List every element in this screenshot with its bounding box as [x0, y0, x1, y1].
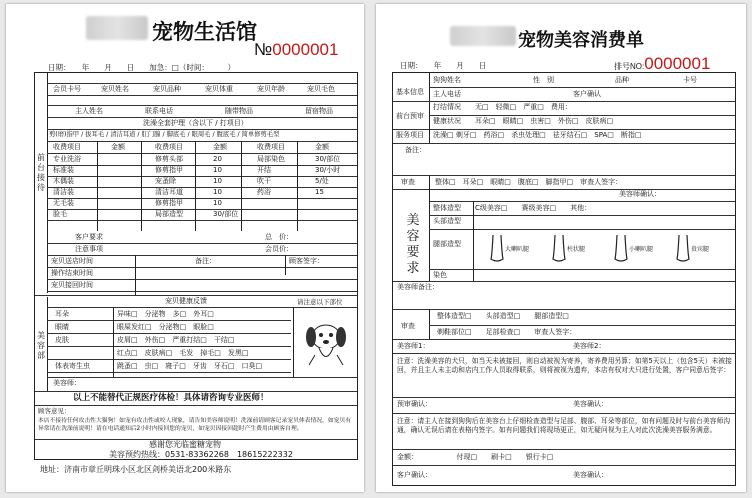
leg-style-label: 小喇叭腿 — [629, 246, 654, 253]
remark-label: 备注： — [195, 257, 216, 265]
price-cell: 10 — [213, 199, 222, 207]
leg-shape-icon — [551, 233, 567, 263]
price-header-cell: 金额 — [213, 143, 227, 151]
audit-items: 整体□ 耳朵□ 眼睛□ 腹底□ 脚指甲□ 审查人签字： — [435, 178, 623, 186]
price-col-line — [241, 141, 242, 231]
price-cell: 开结 — [257, 166, 271, 174]
price-row-line — [47, 220, 357, 221]
price-header-cell: 收费项目 — [155, 143, 183, 151]
field-label: 操作结束时间 — [51, 269, 93, 277]
care-line: 剪(磨)指甲 / 拔耳毛 / 清洁耳道 / 肛门腺 / 脚底毛 / 眼周毛 / 腹底毛 / 简单修剪毛型 — [49, 131, 280, 138]
leg-style-label: 贵宾腿 — [691, 246, 710, 253]
field-label: 注意事项 — [75, 245, 103, 253]
price-cell: 10 — [213, 166, 222, 174]
price-cell: 10 — [213, 177, 222, 185]
price-col-line — [195, 141, 196, 231]
health-options: 红点□ 皮肤病□ 毛发 掉毛□ 发黑□ — [117, 349, 249, 357]
date-line: 日期： 年 月 日 加急：□（时间： ） — [48, 63, 236, 72]
pre-confirm: 预审确认： — [397, 400, 432, 408]
front-audit-label: 前台预审 — [396, 112, 424, 120]
field-label: 宠贝接回时间 — [51, 281, 93, 289]
ticket-title: 宠物生活馆 — [152, 19, 257, 44]
price-header-cell: 收费项目 — [257, 143, 285, 151]
blurred-shop-name — [86, 16, 148, 40]
price-cell: 局部造型 — [155, 210, 183, 218]
price-cell: 30/部位 — [315, 155, 341, 163]
health-line — [47, 359, 291, 360]
member-cell: 宠贝姓名 — [101, 85, 129, 93]
member-cell: 宠贝年龄 — [257, 85, 285, 93]
basic-customer-confirm: 客户确认 — [573, 90, 601, 98]
beauty-dye: 染色 — [433, 271, 447, 279]
receipt-serial-digits: 0000001 — [644, 54, 711, 73]
grooming-receipt — [376, 4, 746, 492]
basic-breed: 品种 — [615, 76, 629, 84]
receipt-form — [392, 72, 736, 486]
service-items: 洗澡□ 剃牙□ 药浴□ 杀虫处理□ 祛牙结石□ SPA□ 断指□ — [433, 131, 642, 139]
member-price: 会员价： — [265, 245, 293, 253]
notice-2: 注意：请主人在接到狗狗后在美容台上仔细检查造型与足部、腹部、耳朵等部位，如有问题及时与前台美容师沟通，确认无误后请在表格内签字。如有问题我们将现场更正，如无疑问视为主人对此次洗澡美容服务满意。 — [397, 417, 731, 434]
leg-shape-icon — [613, 233, 629, 263]
price-cell: 局部染色 — [257, 155, 285, 163]
groomer-1: 美容师1： — [397, 342, 430, 350]
member-cell: 宠贝体重 — [205, 85, 233, 93]
service-label: 服务项目 — [396, 131, 424, 139]
note-label: 备注： — [405, 146, 426, 154]
price-row-line — [47, 187, 357, 188]
receipt-date-line: 日期： 年 月 日 — [400, 61, 487, 70]
health-part: 体表寄生虫 — [55, 362, 90, 370]
health-line — [47, 320, 291, 321]
health-part: 眼睛 — [55, 323, 69, 331]
basic-dog-name: 狗狗姓名 — [433, 76, 461, 84]
health-col-line — [113, 307, 114, 377]
price-header-cell: 收费项目 — [53, 143, 81, 151]
member-cell: 宠贝毛色 — [307, 85, 335, 93]
owner-cell: 随带物品 — [225, 107, 253, 115]
health-status: 健康状况 耳朵□ 眼睛□ 虫害□ 外伤□ 皮肤病□ — [433, 117, 614, 125]
health-line — [47, 333, 291, 334]
customer-confirm: 客户确认： — [397, 471, 432, 479]
price-cell: 修剪指甲 — [155, 166, 183, 174]
price-cell: 清洁装 — [53, 188, 74, 196]
groomer-remark: 美容师备注： — [397, 283, 439, 291]
groomer-label: 美容师： — [53, 379, 81, 387]
main-form — [34, 72, 358, 460]
beauty-leg: 腿部造型 — [433, 240, 461, 248]
field-line — [47, 255, 357, 256]
price-row-line — [47, 165, 357, 166]
shop-address: 地址：济南市章丘明珠小区北区剑桥美语北200米路东 — [40, 465, 232, 474]
beauty-requirement-label: 美容要求 — [406, 213, 420, 276]
field-line — [47, 291, 357, 292]
payment-line: 金额： 付现□ 刷卡□ 银行卡□ — [397, 453, 554, 461]
health-title: 宠贝健康反馈 — [165, 297, 207, 305]
beauty-overall: 整体造型 C级美容□ 赛级美容□ 其他： — [433, 204, 592, 212]
price-cell: 20 — [213, 155, 222, 163]
health-line — [47, 346, 291, 347]
audit2-row2: 剃鞋部位□ 足部检查□ 审查人签字： — [437, 328, 577, 336]
price-row-line — [47, 153, 357, 154]
price-cell: 药浴 — [257, 188, 271, 196]
health-part: 耳朵 — [55, 310, 69, 318]
health-options: 皮屑□ 外伤□ 严重打结□ 干结□ — [117, 336, 235, 344]
health-part: 皮肤 — [55, 336, 69, 344]
leg-style-label: 大喇叭腿 — [505, 246, 530, 253]
groomer-side-label: 美容部 — [37, 331, 45, 360]
field-line — [47, 279, 357, 280]
groomer-confirm: 美容确认： — [573, 400, 608, 408]
price-cell: 脸毛 — [53, 210, 67, 218]
price-header-cell: 金额 — [315, 143, 329, 151]
leg-style-label: 柱状腿 — [567, 246, 586, 253]
price-cell: 30/小时 — [315, 166, 341, 174]
price-col-line — [141, 141, 142, 231]
member-cell: 宠贝品种 — [153, 85, 181, 93]
beauty-head: 头部造型 — [433, 217, 461, 225]
price-row-line — [47, 209, 357, 210]
price-cell: 5/处 — [315, 177, 329, 185]
health-note: 请注意以下部位 — [297, 298, 343, 306]
price-cell: 专业洗浴 — [53, 155, 81, 163]
leg-shape-icon — [489, 233, 505, 263]
blurred-shop-name-2 — [450, 26, 516, 46]
serial-prefix: № — [254, 40, 273, 59]
leg-shape-icon — [675, 233, 691, 263]
price-cell: 30/部位 — [213, 210, 239, 218]
hotline: 美容预约热线：0531-83362268 18615222332 — [109, 450, 293, 459]
basic-sex: 性 别 — [533, 76, 554, 84]
price-cell: 清洁耳道 — [155, 188, 183, 196]
basic-card: 卡号 — [683, 76, 697, 84]
price-cell: 标准装 — [53, 166, 74, 174]
member-cell: 会员卡号 — [53, 85, 81, 93]
notice-1: 注意：洗澡美容的犬只，如当天未被接回，则自动被视为寄养，寄养费用另算；如第5天以上（包含5天）未被接回，并且主人未主动和店内工作人员取得联系，则将被视为遗弃，本店有权对犬只进行处置，客户同意后签字： — [397, 357, 732, 374]
receipt-serial — [614, 54, 710, 74]
audit2-row1: 整体造型□ 头部造型□ 腿部造型□ — [437, 312, 569, 320]
health-options: 眼屎发红□ 分泌物□ 眼脸□ — [117, 323, 214, 331]
reception-side-label: 前台接待 — [37, 153, 45, 192]
owner-cell: 联系电话 — [145, 107, 173, 115]
price-cell: 木偶装 — [53, 177, 74, 185]
price-cell: 吹干 — [257, 177, 271, 185]
price-col-line — [297, 141, 298, 231]
care-title: 洗澡全套护理（含以下 / 打项目） — [143, 119, 248, 127]
field-line — [47, 243, 357, 244]
dog-cartoon-icon — [301, 315, 351, 369]
groomer-confirm-title: 美容师确认： — [619, 190, 661, 198]
field-label: 客户要求 — [75, 233, 103, 241]
knot-status: 打结情况 无□ 轻微□ 严重□ 费用： — [433, 103, 572, 111]
field-line — [47, 267, 357, 268]
serial-number — [254, 40, 338, 60]
total-price: 总 价： — [265, 233, 293, 241]
receipt-serial-prefix: 排号NO: — [614, 62, 645, 71]
health-line — [47, 372, 291, 373]
owner-cell: 主人姓名 — [75, 107, 103, 115]
price-cell: 修剪指甲 — [155, 199, 183, 207]
price-row-line — [47, 198, 357, 199]
audit2-label: 审查 — [401, 322, 415, 330]
price-row-line — [47, 176, 357, 177]
beauty-confirm: 美容确认： — [573, 471, 608, 479]
medical-warning: 以上不能替代正规医疗体检！具体请咨询专业医师！ — [73, 393, 269, 403]
serial-digits: 0000001 — [272, 40, 339, 59]
basic-info-label: 基本信息 — [396, 88, 424, 96]
field-label: 宠贝送店时间 — [51, 257, 93, 265]
receipt-title: 宠物美容消费单 — [518, 30, 644, 51]
price-col-line — [97, 141, 98, 231]
shop-notice: 本店不接待任何攻击性大猫狗！如宠有攻击性或咬人现象，请告知美容师说明！洗澡前请顾客记录宠贝体表情况，如宠贝有异常请在洗澡前说明！请在电话通知后2小时内接回您的宠贝，如宠贝因接回超时产生费用由顾客自理。 — [38, 418, 352, 432]
basic-owner-phone: 主人电话 — [433, 90, 461, 98]
health-options: 跳蚤□ 虫□ 寝子□ 牙齿 牙石□ 口臭□ — [117, 362, 263, 370]
groomer-2: 美容师2： — [573, 342, 606, 350]
price-cell: 10 — [213, 188, 222, 196]
price-cell: 修剪头部 — [155, 155, 183, 163]
price-cell: 15 — [315, 188, 324, 196]
audit-label: 审查 — [401, 178, 415, 186]
pet-shop-ticket — [6, 4, 364, 492]
thanks-line: 感谢您光临蜜糖宠物 — [149, 440, 221, 449]
notice-title: 顾客意见： — [38, 407, 71, 415]
price-cell: 无毛装 — [53, 199, 74, 207]
customer-sign: 顾客签字： — [289, 257, 324, 265]
health-options: 异味□ 分泌物 多□ 外耳□ — [117, 310, 214, 318]
owner-cell: 留宿物品 — [305, 107, 333, 115]
price-header-cell: 金额 — [111, 143, 125, 151]
price-cell: 宠蚤除 — [155, 177, 176, 185]
